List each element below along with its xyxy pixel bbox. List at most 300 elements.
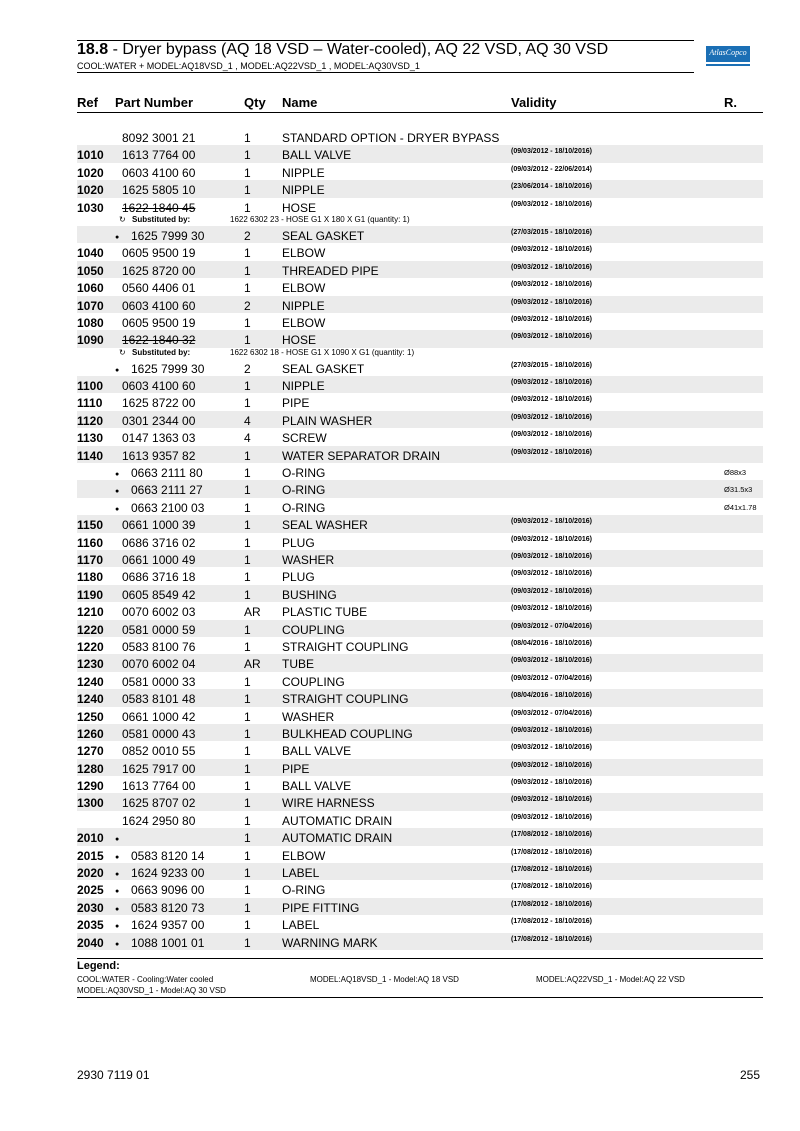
table-row: [77, 515, 763, 532]
name-cell: BALL VALVE: [282, 148, 352, 163]
part-number-cell: 1624 9233 00: [131, 866, 205, 881]
legend-item: COOL:WATER - Cooling:Water cooled: [77, 975, 214, 984]
header-rule-bottom: [77, 72, 694, 73]
validity-cell: (09/03/2012 - 18/10/2016): [511, 431, 592, 439]
table-row: [77, 145, 763, 162]
qty-cell: 1: [244, 500, 251, 515]
part-number-cell: 1625 8722 00: [122, 396, 196, 411]
name-cell: LABEL: [282, 918, 320, 933]
validity-cell: (09/03/2012 - 18/10/2016): [511, 298, 592, 306]
qty-cell: 1: [244, 200, 251, 215]
table-row: [77, 863, 763, 880]
table-row: [77, 393, 763, 410]
qty-cell: 1: [244, 796, 251, 811]
ref-cell: 1290: [77, 779, 104, 794]
qty-cell: 1: [244, 587, 251, 602]
name-cell: NIPPLE: [282, 379, 325, 394]
ref-cell: 2040: [77, 935, 104, 950]
bullet-icon: ●: [115, 853, 120, 861]
table-row: [77, 533, 763, 550]
table-row: [77, 689, 763, 706]
validity-cell: (09/03/2012 - 18/10/2016): [511, 813, 592, 821]
name-cell: NIPPLE: [282, 298, 325, 313]
part-number-cell: 0663 2100 03: [131, 500, 205, 515]
part-number-cell: 1624 9357 00: [131, 918, 205, 933]
qty-cell: 1: [244, 552, 251, 567]
substituted-by-label: Substituted by:: [132, 347, 191, 357]
validity-cell: (17/08/2012 - 18/10/2016): [511, 918, 592, 926]
name-cell: WARNING MARK: [282, 935, 378, 950]
name-cell: SCREW: [282, 431, 327, 446]
table-row: [77, 707, 763, 724]
qty-cell: 2: [244, 228, 251, 243]
validity-cell: (09/03/2012 - 18/10/2016): [511, 333, 592, 341]
bullet-icon: ●: [115, 836, 120, 844]
validity-cell: (27/03/2015 - 18/10/2016): [511, 228, 592, 236]
col-header-r: R.: [724, 95, 737, 110]
part-number-cell: 1625 7999 30: [131, 361, 205, 376]
part-number-cell: 0663 2111 27: [131, 483, 203, 498]
qty-cell: 1: [244, 148, 251, 163]
qty-cell: 4: [244, 413, 251, 428]
table-row: [77, 330, 763, 347]
table-row: [77, 296, 763, 313]
name-cell: O-RING: [282, 483, 326, 498]
qty-cell: 1: [244, 813, 251, 828]
validity-cell: (09/03/2012 - 18/10/2016): [511, 587, 592, 595]
part-number-cell: 1622 1840 32: [122, 333, 196, 348]
qty-cell: 1: [244, 622, 251, 637]
table-row: [77, 226, 763, 243]
qty-cell: 2: [244, 361, 251, 376]
ref-cell: 1120: [77, 413, 104, 428]
validity-cell: (09/03/2012 - 07/04/2016): [511, 709, 592, 717]
validity-cell: (09/03/2012 - 18/10/2016): [511, 657, 592, 665]
bullet-icon: ●: [115, 366, 120, 374]
qty-cell: 1: [244, 761, 251, 776]
validity-cell: (08/04/2016 - 18/10/2016): [511, 639, 592, 647]
name-cell: WATER SEPARATOR DRAIN: [282, 448, 441, 463]
part-number-cell: 1622 1840 45: [122, 200, 196, 215]
name-cell: NIPPLE: [282, 165, 325, 180]
table-row: [77, 880, 763, 897]
name-cell: WASHER: [282, 552, 335, 567]
ref-cell: 2035: [77, 918, 104, 933]
qty-cell: 1: [244, 709, 251, 724]
ref-cell: 1160: [77, 535, 104, 550]
name-cell: ELBOW: [282, 848, 326, 863]
page-subtitle: COOL:WATER + MODEL:AQ18VSD_1 , MODEL:AQ22VSD_1 , MODEL:AQ30VSD_1: [77, 61, 420, 71]
validity-cell: (09/03/2012 - 18/10/2016): [511, 779, 592, 787]
name-cell: SEAL GASKET: [282, 228, 365, 243]
name-cell: PLAIN WASHER: [282, 413, 373, 428]
part-number-cell: 0605 9500 19: [122, 246, 196, 261]
table-row: [77, 463, 763, 480]
table-row: [77, 278, 763, 295]
table-row: [77, 620, 763, 637]
part-number-cell: 0663 2111 80: [131, 466, 203, 481]
substitution-row: [77, 215, 763, 226]
part-number-cell: 0583 8100 76: [122, 639, 196, 654]
table-row: [77, 261, 763, 278]
table-row: [77, 359, 763, 376]
table-row: [77, 776, 763, 793]
ref-cell: 1140: [77, 448, 104, 463]
name-cell: PIPE: [282, 761, 310, 776]
qty-cell: 1: [244, 692, 251, 707]
validity-cell: (09/03/2012 - 18/10/2016): [511, 761, 592, 769]
validity-cell: (23/06/2014 - 18/10/2016): [511, 183, 592, 191]
name-cell: HOSE: [282, 200, 317, 215]
table-row: [77, 567, 763, 584]
ref-cell: 1080: [77, 315, 104, 330]
validity-cell: (09/03/2012 - 18/10/2016): [511, 448, 592, 456]
remark-cell: Ø41x1.78: [724, 502, 757, 512]
table-row: [77, 428, 763, 445]
name-cell: O-RING: [282, 883, 326, 898]
validity-cell: (09/03/2012 - 18/10/2016): [511, 246, 592, 254]
ref-cell: 2025: [77, 883, 104, 898]
validity-cell: (09/03/2012 - 18/10/2016): [511, 148, 592, 156]
validity-cell: (09/03/2012 - 18/10/2016): [511, 200, 592, 208]
part-number-cell: 0581 0000 33: [122, 674, 196, 689]
validity-cell: (09/03/2012 - 18/10/2016): [511, 315, 592, 323]
part-number-cell: 0147 1363 03: [122, 431, 196, 446]
qty-cell: 1: [244, 918, 251, 933]
name-cell: PIPE FITTING: [282, 900, 360, 915]
table-row: [77, 759, 763, 776]
qty-cell: 1: [244, 246, 251, 261]
legend-rule-bottom: [77, 997, 763, 998]
table-row: [77, 811, 763, 828]
ref-cell: 1240: [77, 674, 104, 689]
part-number-cell: 0686 3716 02: [122, 535, 196, 550]
name-cell: PLASTIC TUBE: [282, 605, 368, 620]
name-cell: ELBOW: [282, 315, 326, 330]
validity-cell: (08/04/2016 - 18/10/2016): [511, 692, 592, 700]
qty-cell: 1: [244, 183, 251, 198]
document-number: 2930 7119 01: [77, 1068, 150, 1082]
qty-cell: 1: [244, 900, 251, 915]
qty-cell: 1: [244, 518, 251, 533]
table-row: [77, 915, 763, 932]
ref-cell: 1170: [77, 552, 104, 567]
table-row: [77, 793, 763, 810]
qty-cell: 1: [244, 831, 251, 846]
part-number-cell: 1625 7917 00: [122, 761, 196, 776]
qty-cell: 1: [244, 165, 251, 180]
name-cell: BALL VALVE: [282, 744, 352, 759]
part-number-cell: 1625 7999 30: [131, 228, 205, 243]
part-number-cell: 0070 6002 03: [122, 605, 196, 620]
remark-cell: Ø88x3: [724, 468, 747, 478]
page-title: [77, 41, 608, 59]
ref-cell: 1210: [77, 605, 104, 620]
bullet-icon: ●: [115, 488, 120, 496]
parts-list: [77, 128, 763, 950]
name-cell: STRAIGHT COUPLING: [282, 692, 409, 707]
table-row: [77, 480, 763, 497]
table-row: [77, 898, 763, 915]
col-header-validity: Validity: [511, 95, 557, 110]
name-cell: ELBOW: [282, 281, 326, 296]
validity-cell: (09/03/2012 - 22/06/2014): [511, 165, 592, 173]
part-number-cell: 1625 8707 02: [122, 796, 196, 811]
table-row: [77, 602, 763, 619]
bullet-icon: ●: [115, 471, 120, 479]
qty-cell: 1: [244, 131, 251, 145]
validity-cell: (09/03/2012 - 07/04/2016): [511, 622, 592, 630]
table-row: [77, 672, 763, 689]
validity-cell: (09/03/2012 - 18/10/2016): [511, 535, 592, 543]
qty-cell: 1: [244, 779, 251, 794]
validity-cell: (17/08/2012 - 18/10/2016): [511, 831, 592, 839]
part-number-cell: 0581 0000 43: [122, 726, 196, 741]
ref-cell: 1240: [77, 692, 104, 707]
name-cell: NIPPLE: [282, 183, 325, 198]
validity-cell: (09/03/2012 - 18/10/2016): [511, 796, 592, 804]
qty-cell: 1: [244, 674, 251, 689]
ref-cell: 1130: [77, 431, 104, 446]
table-row: [77, 313, 763, 330]
name-cell: BULKHEAD COUPLING: [282, 726, 413, 741]
validity-cell: (17/08/2012 - 18/10/2016): [511, 848, 592, 856]
name-cell: LABEL: [282, 866, 320, 881]
substitution-text: 1622 6302 18 - HOSE G1 X 1090 X G1 (quantity: 1): [230, 347, 415, 357]
part-number-cell: 0583 8120 73: [131, 900, 205, 915]
name-cell: SEAL GASKET: [282, 361, 365, 376]
part-number-cell: 0603 4100 60: [122, 379, 196, 394]
qty-cell: 1: [244, 448, 251, 463]
part-number-cell: 0661 1000 42: [122, 709, 196, 724]
part-number-cell: 1613 7764 00: [122, 148, 196, 163]
name-cell: PIPE: [282, 396, 310, 411]
part-number-cell: 1625 5805 10: [122, 183, 196, 198]
part-number-cell: 0663 9096 00: [131, 883, 205, 898]
name-cell: AUTOMATIC DRAIN: [282, 813, 393, 828]
validity-cell: (09/03/2012 - 18/10/2016): [511, 726, 592, 734]
ref-cell: 2030: [77, 900, 104, 915]
validity-cell: (09/03/2012 - 18/10/2016): [511, 552, 592, 560]
part-number-cell: 0852 0010 55: [122, 744, 196, 759]
name-cell: O-RING: [282, 466, 326, 481]
name-cell: SEAL WASHER: [282, 518, 368, 533]
part-number-cell: 8092 3001 21: [122, 131, 196, 145]
qty-cell: 1: [244, 263, 251, 278]
qty-cell: 1: [244, 483, 251, 498]
section-number: 18.8: [77, 41, 109, 58]
ref-cell: 2010: [77, 831, 104, 846]
bullet-icon: ●: [115, 871, 120, 879]
ref-cell: 1010: [77, 148, 104, 163]
ref-cell: 1150: [77, 518, 104, 533]
validity-cell: (17/08/2012 - 18/10/2016): [511, 866, 592, 874]
ref-cell: 2020: [77, 866, 104, 881]
table-row: [77, 163, 763, 180]
ref-cell: 1270: [77, 744, 104, 759]
name-cell: PLUG: [282, 535, 315, 550]
section-title: - Dryer bypass (AQ 18 VSD – Water-cooled), AQ 22 VSD, AQ 30 VSD: [108, 41, 609, 58]
part-number-cell: 1613 7764 00: [122, 779, 196, 794]
qty-cell: 4: [244, 431, 251, 446]
part-number-cell: 0070 6002 04: [122, 657, 196, 672]
part-number-cell: 1624 2950 80: [122, 813, 196, 828]
bullet-icon: ●: [115, 923, 120, 931]
qty-cell: 1: [244, 866, 251, 881]
validity-cell: (09/03/2012 - 18/10/2016): [511, 744, 592, 752]
part-number-cell: 0605 8549 42: [122, 587, 196, 602]
table-row: [77, 243, 763, 260]
substituted-by-label: Substituted by:: [132, 214, 191, 224]
part-number-cell: 0560 4406 01: [122, 281, 196, 296]
name-cell: O-RING: [282, 500, 326, 515]
qty-cell: 1: [244, 570, 251, 585]
qty-cell: 1: [244, 333, 251, 348]
legend-item: MODEL:AQ22VSD_1 - Model:AQ 22 VSD: [536, 975, 685, 984]
part-number-cell: 1613 9357 82: [122, 448, 196, 463]
name-cell: AUTOMATIC DRAIN: [282, 831, 393, 846]
col-header-part-number: Part Number: [115, 95, 194, 110]
part-number-cell: 0583 8120 14: [131, 848, 205, 863]
table-row: [77, 498, 763, 515]
part-number-cell: 0603 4100 60: [122, 298, 196, 313]
part-number-cell: 0581 0000 59: [122, 622, 196, 637]
bullet-icon: ●: [115, 233, 120, 241]
part-number-cell: 1625 8720 00: [122, 263, 196, 278]
table-row: [77, 933, 763, 950]
qty-cell: AR: [244, 605, 261, 620]
qty-cell: 1: [244, 744, 251, 759]
table-row: [77, 828, 763, 845]
part-number-cell: 0605 9500 19: [122, 315, 196, 330]
table-row: [77, 724, 763, 741]
ref-cell: 1090: [77, 333, 104, 348]
name-cell: COUPLING: [282, 674, 345, 689]
ref-cell: 1060: [77, 281, 104, 296]
table-row: [77, 128, 763, 145]
ref-cell: 2015: [77, 848, 104, 863]
name-cell: WASHER: [282, 709, 335, 724]
table-row: [77, 654, 763, 671]
qty-cell: 1: [244, 535, 251, 550]
ref-cell: 1190: [77, 587, 104, 602]
ref-cell: 1070: [77, 298, 104, 313]
ref-cell: 1020: [77, 165, 104, 180]
qty-cell: 1: [244, 466, 251, 481]
qty-cell: AR: [244, 657, 261, 672]
table-row: [77, 411, 763, 428]
qty-cell: 1: [244, 639, 251, 654]
validity-cell: (09/03/2012 - 18/10/2016): [511, 605, 592, 613]
part-number-cell: 1088 1001 01: [131, 935, 205, 950]
part-number-cell: 0686 3716 18: [122, 570, 196, 585]
legend-title: Legend:: [77, 960, 120, 972]
atlas-copco-logo: AtlasCopco: [706, 46, 750, 66]
qty-cell: 1: [244, 315, 251, 330]
qty-cell: 1: [244, 883, 251, 898]
ref-cell: 1250: [77, 709, 104, 724]
name-cell: THREADED PIPE: [282, 263, 379, 278]
qty-cell: 1: [244, 281, 251, 296]
ref-cell: 1100: [77, 379, 104, 394]
table-row: [77, 198, 763, 215]
qty-cell: 1: [244, 396, 251, 411]
name-cell: BALL VALVE: [282, 779, 352, 794]
validity-cell: (09/03/2012 - 18/10/2016): [511, 281, 592, 289]
validity-cell: (09/03/2012 - 18/10/2016): [511, 518, 592, 526]
part-number-cell: 0301 2344 00: [122, 413, 196, 428]
table-row: [77, 846, 763, 863]
validity-cell: (09/03/2012 - 18/10/2016): [511, 379, 592, 387]
name-cell: PLUG: [282, 570, 315, 585]
validity-cell: (17/08/2012 - 18/10/2016): [511, 883, 592, 891]
ref-cell: 1030: [77, 200, 104, 215]
validity-cell: (09/03/2012 - 18/10/2016): [511, 570, 592, 578]
ref-cell: 1260: [77, 726, 104, 741]
name-cell: HOSE: [282, 333, 317, 348]
ref-cell: 1230: [77, 657, 104, 672]
ref-cell: 1280: [77, 761, 104, 776]
page-number: 255: [740, 1068, 761, 1082]
table-row: [77, 376, 763, 393]
qty-cell: 1: [244, 726, 251, 741]
ref-cell: 1020: [77, 183, 104, 198]
qty-cell: 1: [244, 848, 251, 863]
qty-cell: 2: [244, 298, 251, 313]
ref-cell: 1180: [77, 570, 104, 585]
table-row: [77, 637, 763, 654]
table-row: [77, 550, 763, 567]
name-cell: BUSHING: [282, 587, 337, 602]
validity-cell: (09/03/2012 - 18/10/2016): [511, 396, 592, 404]
name-cell: WIRE HARNESS: [282, 796, 375, 811]
part-number-cell: 0661 1000 49: [122, 552, 196, 567]
name-cell: ELBOW: [282, 246, 326, 261]
table-row: [77, 741, 763, 758]
legend-item: MODEL:AQ30VSD_1 - Model:AQ 30 VSD: [77, 986, 226, 995]
substitution-text: 1622 6302 23 - HOSE G1 X 180 X G1 (quantity: 1): [230, 214, 410, 224]
bullet-icon: ●: [115, 888, 120, 896]
qty-cell: 1: [244, 379, 251, 394]
column-header-rule: [77, 112, 763, 113]
name-cell: COUPLING: [282, 622, 345, 637]
ref-cell: 1300: [77, 796, 104, 811]
name-cell: STANDARD OPTION - DRYER BYPASS: [282, 131, 500, 145]
table-row: [77, 585, 763, 602]
legend-rule-top: [77, 958, 763, 959]
part-number-cell: 0661 1000 39: [122, 518, 196, 533]
validity-cell: (17/08/2012 - 18/10/2016): [511, 900, 592, 908]
ref-cell: 1220: [77, 639, 104, 654]
validity-cell: (17/08/2012 - 18/10/2016): [511, 935, 592, 943]
substitution-row: [77, 348, 763, 359]
validity-cell: (09/03/2012 - 07/04/2016): [511, 674, 592, 682]
ref-cell: 1220: [77, 622, 104, 637]
bullet-icon: ●: [115, 505, 120, 513]
refresh-icon: ↻: [119, 347, 126, 357]
col-header-name: Name: [282, 95, 318, 110]
table-row: [77, 446, 763, 463]
refresh-icon: ↻: [119, 214, 126, 224]
validity-cell: (09/03/2012 - 18/10/2016): [511, 413, 592, 421]
qty-cell: 1: [244, 935, 251, 950]
table-row: [77, 180, 763, 197]
bullet-icon: ●: [115, 905, 120, 913]
header-rule-top: [77, 40, 694, 41]
name-cell: TUBE: [282, 657, 315, 672]
ref-cell: 1040: [77, 246, 104, 261]
remark-cell: Ø31.5x3: [724, 485, 753, 495]
